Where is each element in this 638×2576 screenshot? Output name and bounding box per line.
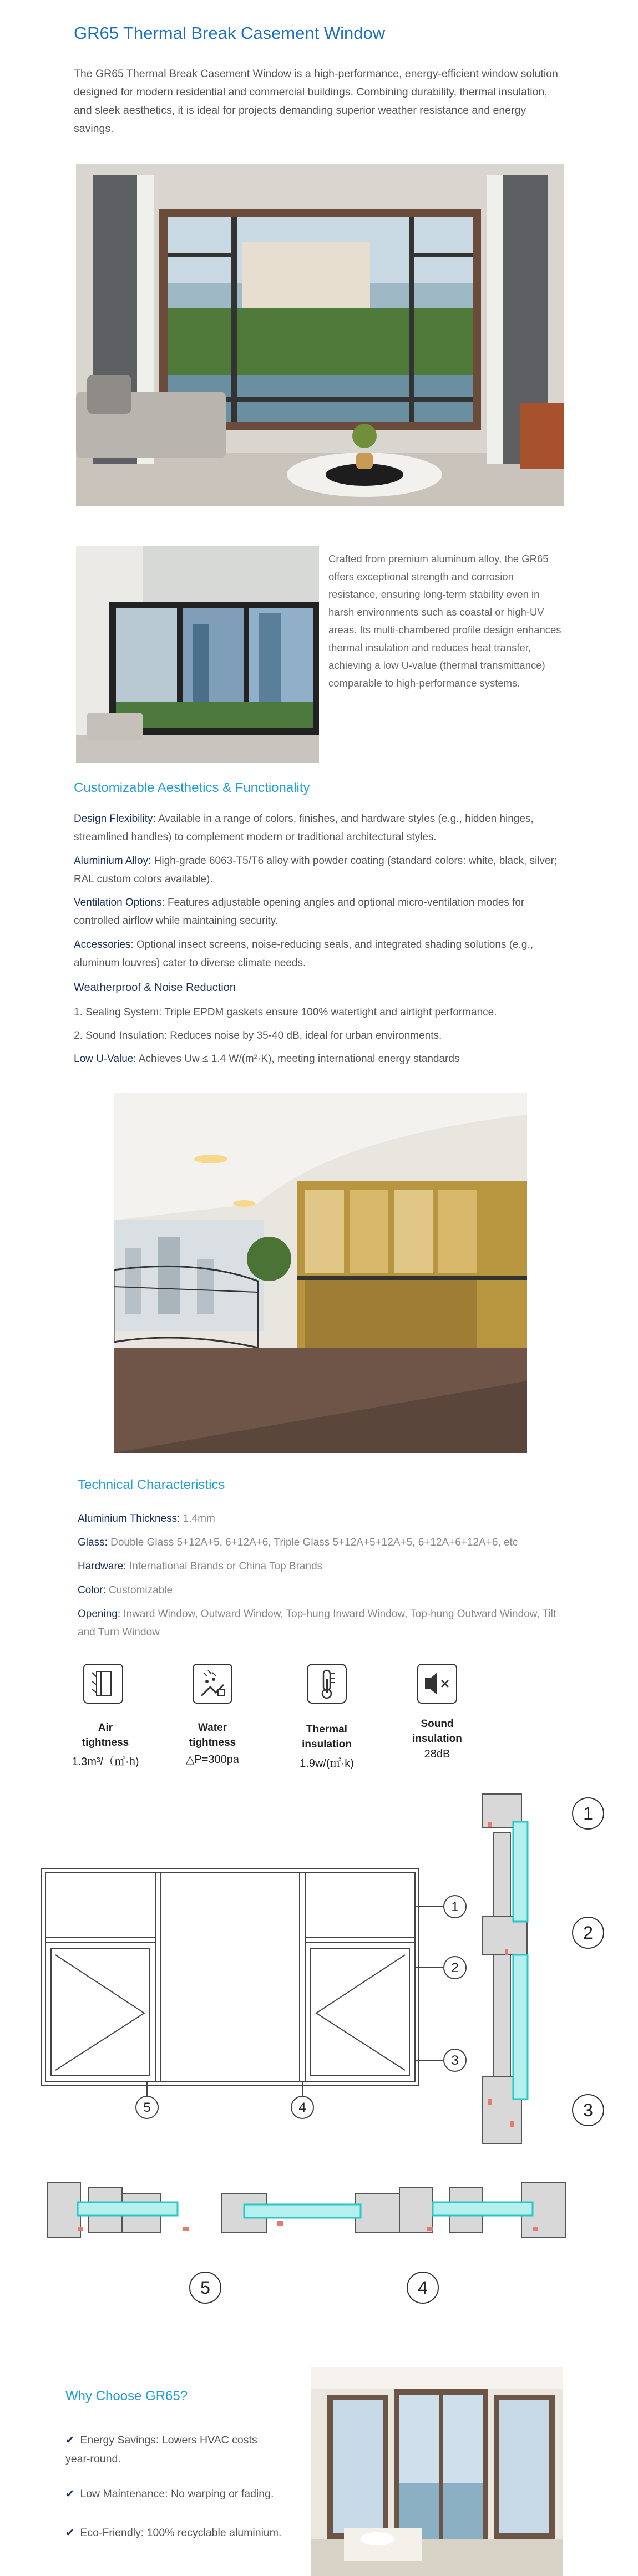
tech-sep: : bbox=[117, 1608, 124, 1620]
tech-sep: : bbox=[123, 1561, 129, 1572]
side-text: Crafted from premium aluminum alloy, the GR65 offers exceptional strength and corrosion resistance, ensuring long-term stability even in harsh environments such as coastal or high-UV areas. Its multi-chambered profile design enhances thermal insulation and reduces heat transfer, achieving a low U-value (thermal transmittance) comparable to high-performance systems. bbox=[328, 553, 561, 689]
check-icon: ✔ bbox=[65, 2527, 75, 2539]
why-item-eco bbox=[65, 2523, 310, 2542]
section-callout-1: 1 bbox=[583, 1803, 593, 1823]
why-item-text: Eco-Friendly: 100% recyclable aluminium. bbox=[80, 2527, 282, 2539]
tech-label: Color bbox=[78, 1584, 103, 1596]
page-title: GR65 Thermal Break Casement Window bbox=[74, 23, 386, 43]
perf-label-line2: insulation bbox=[412, 1733, 462, 1745]
tech-sep: : bbox=[103, 1584, 109, 1596]
spec-label: Design Flexibility: bbox=[74, 813, 156, 825]
check-icon: ✔ bbox=[65, 2434, 75, 2446]
hsection-callout-5: 5 bbox=[200, 2278, 210, 2298]
bay-window-photo bbox=[311, 2367, 563, 2576]
perf-label-line1: Sound bbox=[421, 1718, 454, 1730]
perf-label bbox=[67, 1720, 144, 1750]
spec-ventilation-options bbox=[74, 893, 562, 930]
tech-row-color bbox=[78, 1581, 566, 1599]
customization-title: Customizable Aesthetics & Functionality bbox=[74, 780, 310, 795]
perf-value: △P=300pa bbox=[185, 1754, 239, 1766]
perf-label-line1: Thermal bbox=[306, 1724, 347, 1735]
tech-value: International Brands or China Top Brands bbox=[129, 1561, 323, 1572]
tech-row-opening bbox=[78, 1605, 566, 1642]
tech-row-thickness bbox=[78, 1510, 566, 1528]
tech-label: Aluminium Thickness bbox=[78, 1513, 178, 1525]
why-title: Why Choose GR65? bbox=[65, 2389, 188, 2404]
hsection-callout-4: 4 bbox=[418, 2278, 428, 2298]
why-item-maintenance bbox=[65, 2484, 298, 2503]
perf-value: 28dB bbox=[424, 1748, 450, 1760]
perf-label bbox=[288, 1722, 366, 1752]
weather-title: Weatherproof & Noise Reduction bbox=[74, 982, 236, 994]
callout-label-3: 3 bbox=[451, 2053, 459, 2068]
why-item-text: Low Maintenance: No warping or fading. bbox=[80, 2488, 274, 2500]
callout-label-1: 1 bbox=[451, 1899, 459, 1914]
perf-label-line1: Air bbox=[98, 1722, 113, 1734]
spec-value: Achieves Uw ≤ 1.4 W/(m²·K), meeting international energy standards bbox=[136, 1053, 460, 1065]
perf-label-line2: tightness bbox=[189, 1737, 236, 1749]
speaker-mute-icon bbox=[417, 1664, 457, 1704]
why-item-energy bbox=[65, 2431, 276, 2468]
check-icon: ✔ bbox=[65, 2488, 75, 2500]
perf-value: 1.3m³/（㎡·h) bbox=[72, 1756, 139, 1768]
tech-sep: : bbox=[104, 1537, 111, 1548]
section-callout-2: 2 bbox=[583, 1923, 593, 1943]
weather-item-sound: 2. Sound Insulation: Reduces noise by 35-40 dB, ideal for urban environments. bbox=[74, 1030, 442, 1041]
tech-value: 1.4mm bbox=[183, 1513, 215, 1525]
tech-label: Opening bbox=[78, 1608, 118, 1620]
perf-label bbox=[174, 1720, 251, 1750]
tech-label: Glass bbox=[78, 1537, 105, 1548]
why-item-text: Energy Savings: Lowers HVAC costs year-round. bbox=[65, 2434, 257, 2465]
perf-label bbox=[398, 1716, 476, 1746]
tech-value: Double Glass 5+12A+5, 6+12A+6, Triple Glass 5+12A+5+12A+5, 6+12A+6+12A+6, etc bbox=[110, 1537, 518, 1548]
tech-value: Inward Window, Outward Window, Top-hung Inward Window, Top-hung Outward Window, Tilt and Turn Window bbox=[78, 1608, 556, 1638]
tech-label: Hardware bbox=[78, 1561, 124, 1572]
technical-title: Technical Characteristics bbox=[78, 1477, 225, 1492]
vertical-section-drawing bbox=[477, 1789, 610, 2166]
air-tightness-icon bbox=[83, 1664, 123, 1704]
spec-label: Aluminium Alloy: bbox=[74, 855, 151, 867]
water-tightness-icon bbox=[193, 1664, 232, 1704]
spec-value: Available in a range of colors, finishes, and hardware styles (e.g., hidden hinges, streamlined handles) to complement modern or traditional architectural styles. bbox=[74, 813, 534, 843]
spec-label: Ventilation Options bbox=[74, 897, 162, 908]
spec-value: : Features adjustable opening angles and optional micro-ventilation modes for controlled airflow while maintaining security. bbox=[74, 897, 525, 927]
spec-aluminium-alloy bbox=[74, 852, 562, 888]
horizontal-section-drawing bbox=[44, 2177, 577, 2310]
callout-label-5: 5 bbox=[143, 2100, 151, 2115]
callout-label-4: 4 bbox=[298, 2100, 306, 2115]
thermometer-icon bbox=[307, 1664, 347, 1704]
corner-window-photo bbox=[76, 546, 319, 763]
spec-accessories bbox=[74, 936, 562, 972]
spec-label: Low U-Value: bbox=[74, 1053, 136, 1065]
hero-window-photo bbox=[76, 164, 564, 506]
spec-value: : Optional insect screens, noise-reducing seals, and integrated shading solutions (e.g., aluminum louvres) cater to diverse climate needs. bbox=[74, 939, 534, 969]
perf-label-line2: insulation bbox=[302, 1739, 352, 1750]
spec-u-value bbox=[74, 1050, 573, 1068]
tech-sep: : bbox=[177, 1513, 183, 1525]
spec-label: Accessories bbox=[74, 939, 131, 951]
balcony-photo bbox=[114, 1093, 527, 1453]
window-elevation-drawing bbox=[33, 1858, 483, 2135]
spec-value: High-grade 6063-T5/T6 alloy with powder coating (standard colors: white, black, silver; RAL custom colors available). bbox=[74, 855, 558, 885]
perf-label-line1: Water bbox=[198, 1722, 227, 1734]
spec-design-flexibility bbox=[74, 810, 562, 846]
tech-row-hardware bbox=[78, 1557, 566, 1576]
weather-item-sealing: 1. Sealing System: Triple EPDM gaskets ensure 100% watertight and airtight performance. bbox=[74, 1007, 497, 1018]
perf-label-line2: tightness bbox=[82, 1737, 129, 1749]
section-callout-3: 3 bbox=[583, 2100, 593, 2120]
perf-value: 1.9w/(㎡·k) bbox=[300, 1757, 354, 1770]
tech-row-glass bbox=[78, 1533, 577, 1552]
intro-text: The GR65 Thermal Break Casement Window is a high-performance, energy-efficient window solution designed for modern residential and commercial buildings. Combining durability, thermal insulation, and sleek aesthetics, it is ideal for projects demanding superior weather resistance and energy savings. bbox=[74, 68, 558, 135]
callout-label-2: 2 bbox=[451, 1960, 459, 1975]
tech-value: Customizable bbox=[108, 1584, 173, 1596]
